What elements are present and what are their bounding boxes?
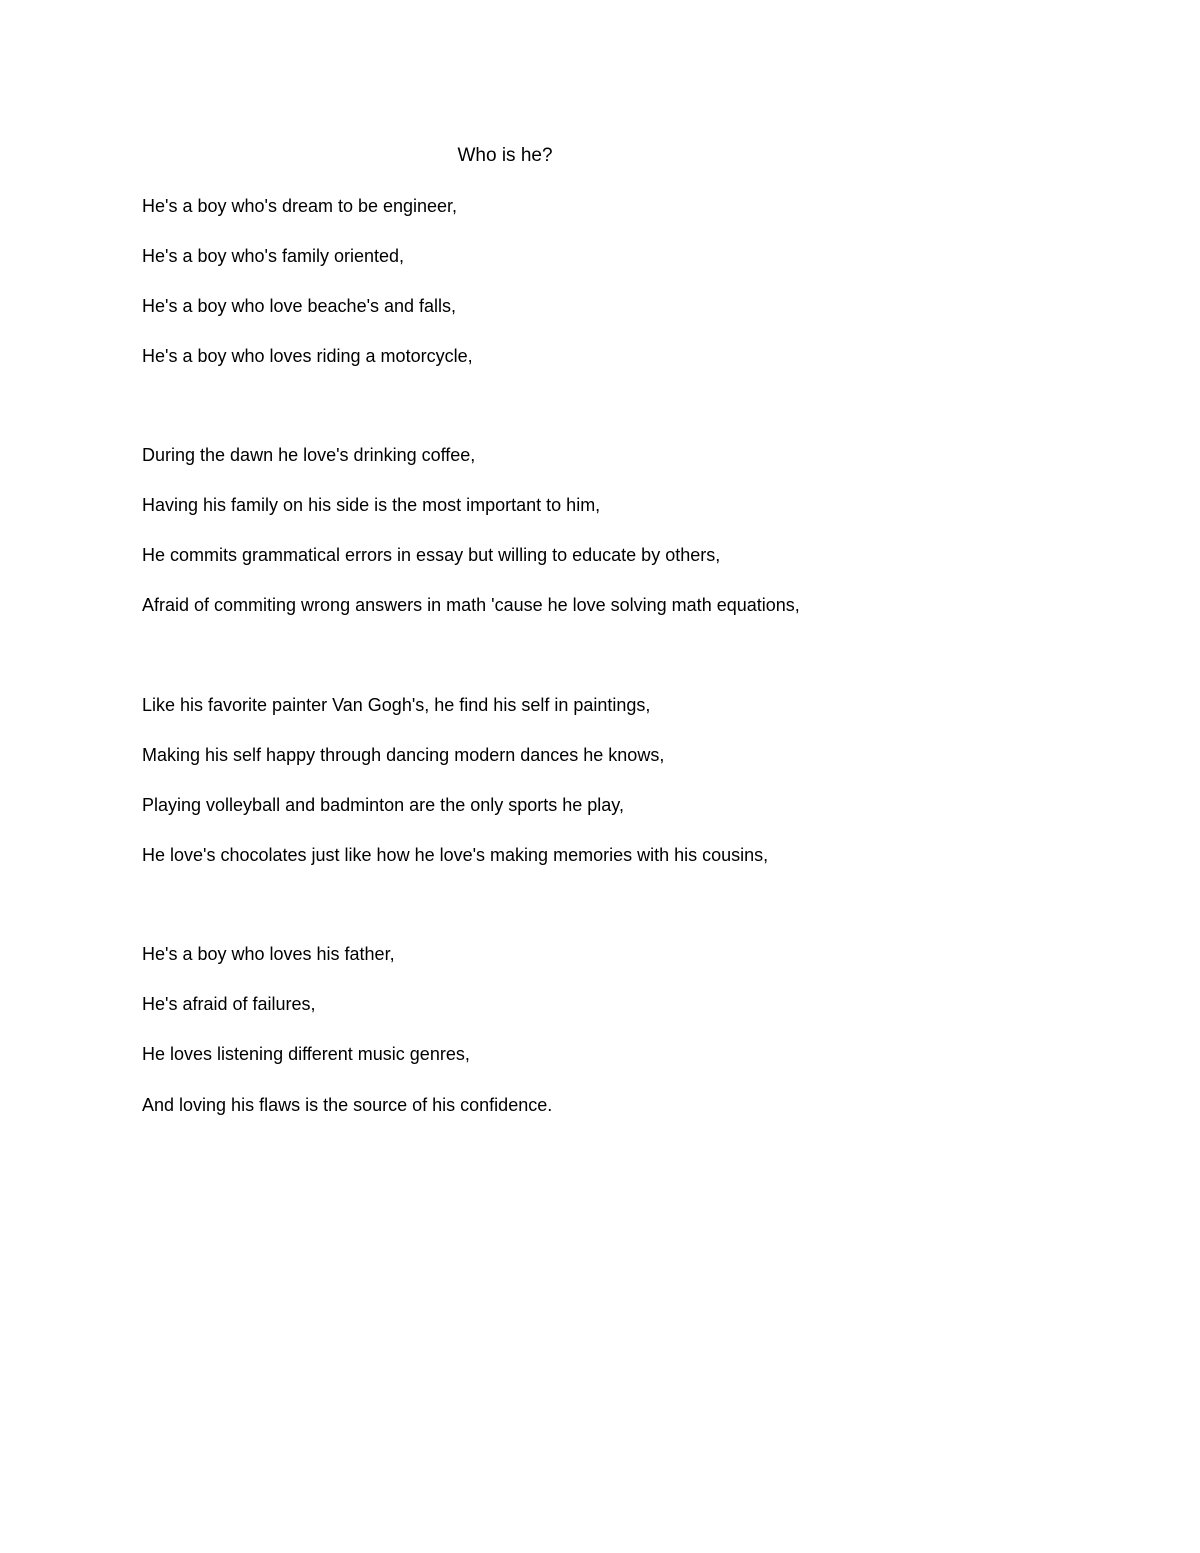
poem-line: During the dawn he love's drinking coffee, bbox=[142, 445, 476, 465]
poem-line: He's a boy who love beache's and falls, bbox=[142, 296, 457, 316]
poem-line: He love's chocolates just like how he love's making memories with his cousins, bbox=[142, 845, 769, 865]
poem-line: Afraid of commiting wrong answers in math 'cause he love solving math equations, bbox=[142, 595, 800, 615]
poem-line: Playing volleyball and badminton are the only sports he play, bbox=[142, 795, 624, 815]
poem-line: And loving his flaws is the source of his confidence. bbox=[142, 1095, 553, 1115]
poem-line: He's a boy who loves his father, bbox=[142, 944, 395, 964]
poem-line: Having his family on his side is the most important to him, bbox=[142, 495, 601, 515]
poem-line: He loves listening different music genres, bbox=[142, 1044, 470, 1064]
poem-title: Who is he? bbox=[457, 145, 553, 166]
poem-line: Making his self happy through dancing modern dances he knows, bbox=[142, 745, 665, 765]
poem-line: He's a boy who's family oriented, bbox=[142, 246, 404, 266]
poem-line: He's a boy who loves riding a motorcycle, bbox=[142, 346, 473, 366]
poem-line: Like his favorite painter Van Gogh's, he find his self in paintings, bbox=[142, 695, 651, 715]
poem-line: He commits grammatical errors in essay but willing to educate by others, bbox=[142, 545, 721, 565]
poem-line: He's a boy who's dream to be engineer, bbox=[142, 196, 458, 216]
poem-line: He's afraid of failures, bbox=[142, 994, 316, 1014]
